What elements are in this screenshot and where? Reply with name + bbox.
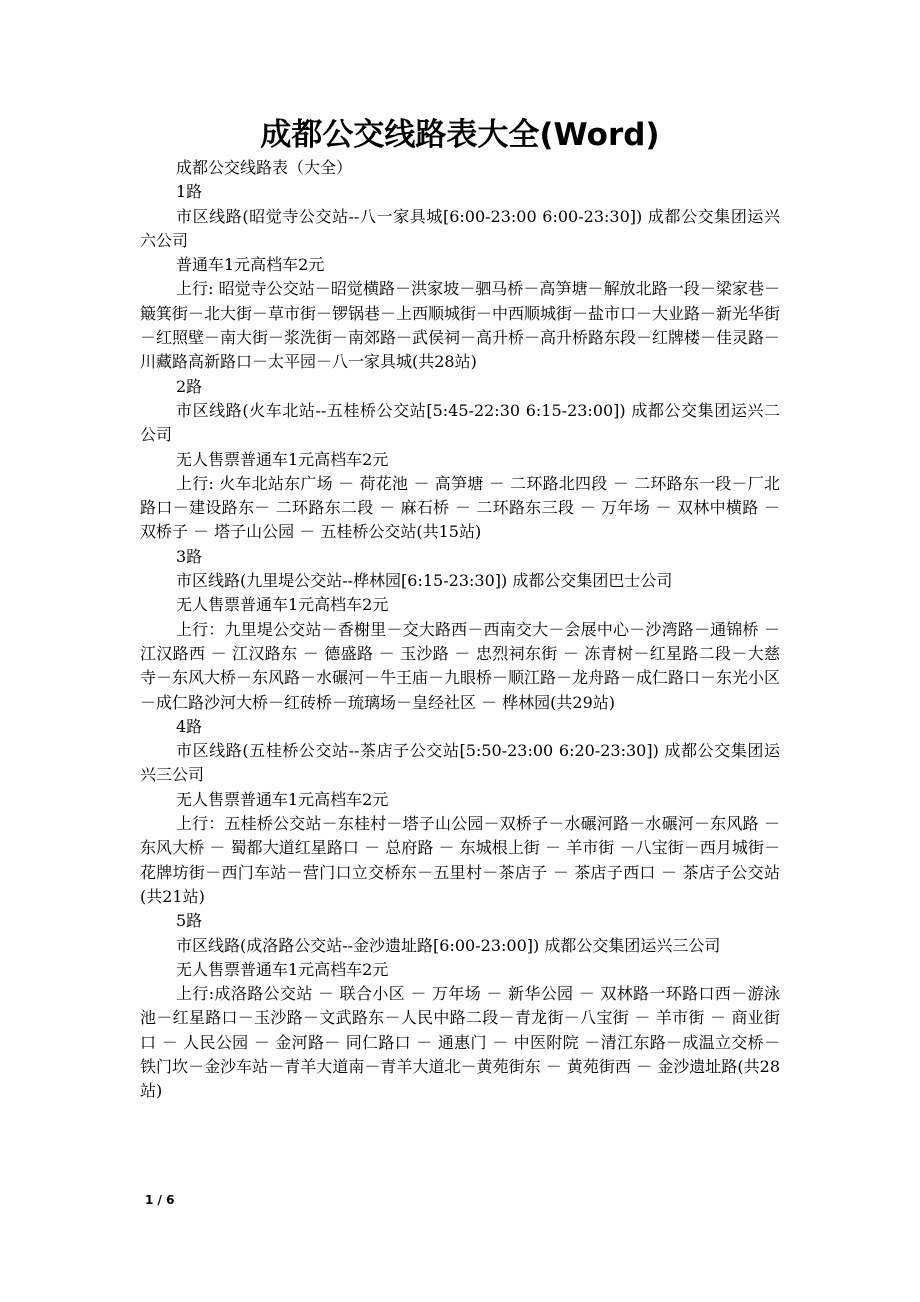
route-stops: 上行: 昭觉寺公交站－昭觉横路－洪家坡－驷马桥－高笋塘－解放北路一段－梁家巷－簸箕街－北大街－草市街－锣锅巷－上西顺城街－中西顺城街－盐市口－大业路－新光华街－红照壁－南大街－浆洗街－南郊路－武侯祠－高升桥－高升桥路东段－红牌楼－佳灵路－川藏路高新路口－太平园－八一家具城(共28站) xyxy=(140,279,781,372)
route-line-info: 市区线路(成洛路公交站--金沙遗址路[6:00-23:00]) 成都公交集团运兴三公司 xyxy=(176,935,721,955)
route-heading: 4路 xyxy=(176,716,203,736)
route-heading: 3路 xyxy=(176,546,203,566)
page-number: 1 / 6 xyxy=(145,1193,175,1207)
route-line-info: 市区线路(火车北站--五桂桥公交站[5:45-22:30 6:15-23:00]) 成都公交集团运兴二公司 xyxy=(140,400,780,445)
route-fare: 普通车1元高档车2元 xyxy=(176,255,325,275)
document-title: 成都公交线路表大全(Word) xyxy=(260,117,660,153)
document-body xyxy=(140,156,780,1104)
route-stops: 上行:成洛路公交站 － 联合小区 － 万年场 － 新华公园 － 双林路一环路口西－游泳池－红星路口－玉沙路－文武路东－人民中路二段－青龙街－八宝街 － 羊市街 － 商业街口 － 人民公园 － 金河路－ 同仁路口 － 通惠门 － 中医附院 －清江东路－成温立交桥－铁门坎－金沙车站－青羊大道南－青羊大道北－黄苑街东 － 黄苑街西 － 金沙遗址路(共28站) xyxy=(140,984,780,1101)
route-fare: 无人售票普通车1元高档车2元 xyxy=(176,789,389,809)
route-heading: 1路 xyxy=(176,182,203,202)
route-fare: 无人售票普通车1元高档车2元 xyxy=(176,449,389,469)
route-line-info: 市区线路(昭觉寺公交站--八一家具城[6:00-23:00 6:00-23:30]) 成都公交集团运兴六公司 xyxy=(140,206,780,250)
route-stops: 上行：五桂桥公交站－东桂村－塔子山公园－双桥子－水碾河路－水碾河－东风路 － 东风大桥 － 蜀都大道红星路口 － 总府路 － 东城根上街 － 羊市街 －八宝街－西月城街－花牌坊街－西门车站－营门口立交桥东－五里村－茶店子 － 茶店子西口 － 茶店子公交站(共21站) xyxy=(140,814,780,906)
route-line-info: 市区线路(五桂桥公交站--茶店子公交站[5:50-23:00 6:20-23:30]) 成都公交集团运兴三公司 xyxy=(140,741,780,785)
route-fare: 无人售票普通车1元高档车2元 xyxy=(176,959,389,979)
route-stops: 上行：九里堤公交站－香榭里－交大路西－西南交大－会展中心－沙湾路－通锦桥 － 江汉路西 － 江汉路东 － 德盛路 － 玉沙路 － 忠烈祠东街 － 冻青树－红星路二段－大慈寺－东风大桥－东风路－水碾河－牛王庙－九眼桥－顺江路－龙舟路－成仁路口－东光小区－成仁路沙河大桥－红砖桥－琉璃场－皇经社区 － 桦林园(共29站) xyxy=(140,619,781,712)
route-fare: 无人售票普通车1元高档车2元 xyxy=(176,595,389,615)
route-heading: 5路 xyxy=(176,911,203,931)
route-line-info: 市区线路(九里堤公交站--桦林园[6:15-23:30]) 成都公交集团巴士公司 xyxy=(176,571,673,591)
route-stops: 上行: 火车北站东广场 － 荷花池 － 高笋塘 － 二环路北四段 － 二环路东一段－厂北路口－建设路东－ 二环路东二段 － 麻石桥 － 二环路东三段 － 万年场 － 双林中横路 － 双桥子 － 塔子山公园 － 五桂桥公交站(共15站) xyxy=(140,473,780,542)
route-heading: 2路 xyxy=(176,376,203,396)
document-subtitle: 成都公交线路表（大全） xyxy=(176,158,353,177)
